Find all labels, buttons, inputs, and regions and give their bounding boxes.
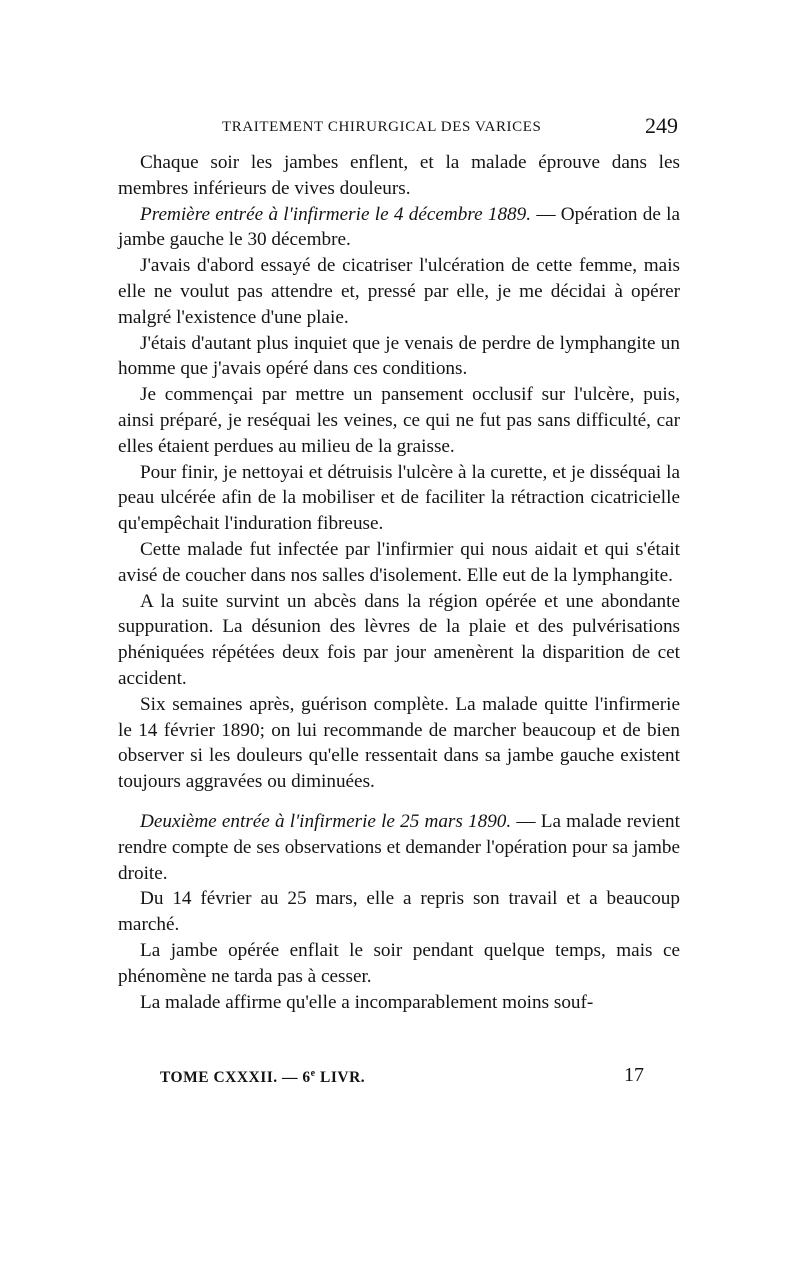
body-text bbox=[118, 150, 680, 1015]
paragraph: Du 14 février au 25 mars, elle a repris son travail et a beaucoup marché. bbox=[118, 888, 680, 936]
paragraph: J'étais d'autant plus inquiet que je venais de perdre de lymphangite un homme que j'avais opéré dans ces conditions. bbox=[118, 332, 680, 380]
section-heading-first-admission: Première entrée à l'infirmerie le 4 décembre 1889. bbox=[140, 203, 532, 225]
paragraph: A la suite survint un abcès dans la région opérée et une abondante suppuration. La désunion des lèvres de la plaie et des pulvérisations phéniquées répétées deux fois par jour amenèrent la disparition de cet accident. bbox=[118, 590, 680, 689]
paragraph: Deuxième entrée à l'infirmerie le 25 mars 1890. — La malade revient rendre compte de ses observations et demander l'opération pour sa jambe droite. bbox=[118, 810, 680, 884]
page-footer bbox=[160, 1064, 644, 1090]
paragraph: Pour finir, je nettoyai et détruisis l'ulcère à la curette, et je disséquai la peau ulcérée afin de la mobiliser et de faciliter la rétraction cicatricielle qu'empêchait l'induration fibreuse. bbox=[118, 461, 680, 535]
paragraph-gap bbox=[118, 795, 680, 809]
paragraph: Je commençai par mettre un pansement occlusif sur l'ulcère, puis, ainsi préparé, je reséquai les veines, ce qui ne fut pas sans difficulté, car elles étaient perdues au milieu de la graisse. bbox=[118, 384, 680, 457]
paragraph: J'avais d'abord essayé de cicatriser l'ulcération de cette femme, mais elle ne voulut pas attendre et, pressé par elle, je me décidai à opérer malgré l'existence d'une plaie. bbox=[118, 255, 680, 328]
paragraph: Chaque soir les jambes enflent, et la malade éprouve dans les membres inférieurs de vives douleurs. bbox=[118, 152, 680, 199]
paragraph: Six semaines après, guérison complète. La malade quitte l'infirmerie le 14 février 1890; on lui recommande de marcher beaucoup et de bien observer si les douleurs qu'elle ressentait dans sa jambe gauche existent toujours aggravées ou diminuées. bbox=[118, 693, 680, 793]
volume-signature: TOME CXXXII. — 6e LIVR. bbox=[160, 1068, 366, 1087]
page-number: 249 bbox=[645, 113, 678, 138]
running-head bbox=[118, 113, 680, 143]
paragraph: La malade affirme qu'elle a incomparablement moins souf- bbox=[140, 991, 594, 1013]
paragraph: La jambe opérée enflait le soir pendant quelque temps, mais ce phénomène ne tarda pas à cesser. bbox=[118, 939, 680, 987]
running-title: TRAITEMENT CHIRURGICAL DES VARICES bbox=[222, 119, 542, 135]
paragraph: Cette malade fut infectée par l'infirmier qui nous aidait et qui s'était avisé de coucher dans nos salles d'isolement. Elle eut de la lymphangite. bbox=[118, 538, 680, 586]
paragraph: Première entrée à l'infirmerie le 4 décembre 1889. — Opération de la jambe gauche le 30 décembre. bbox=[118, 203, 680, 251]
section-heading-second-admission: Deuxième entrée à l'infirmerie le 25 mars 1890. bbox=[140, 810, 512, 832]
sheet-number: 17 bbox=[624, 1064, 644, 1086]
